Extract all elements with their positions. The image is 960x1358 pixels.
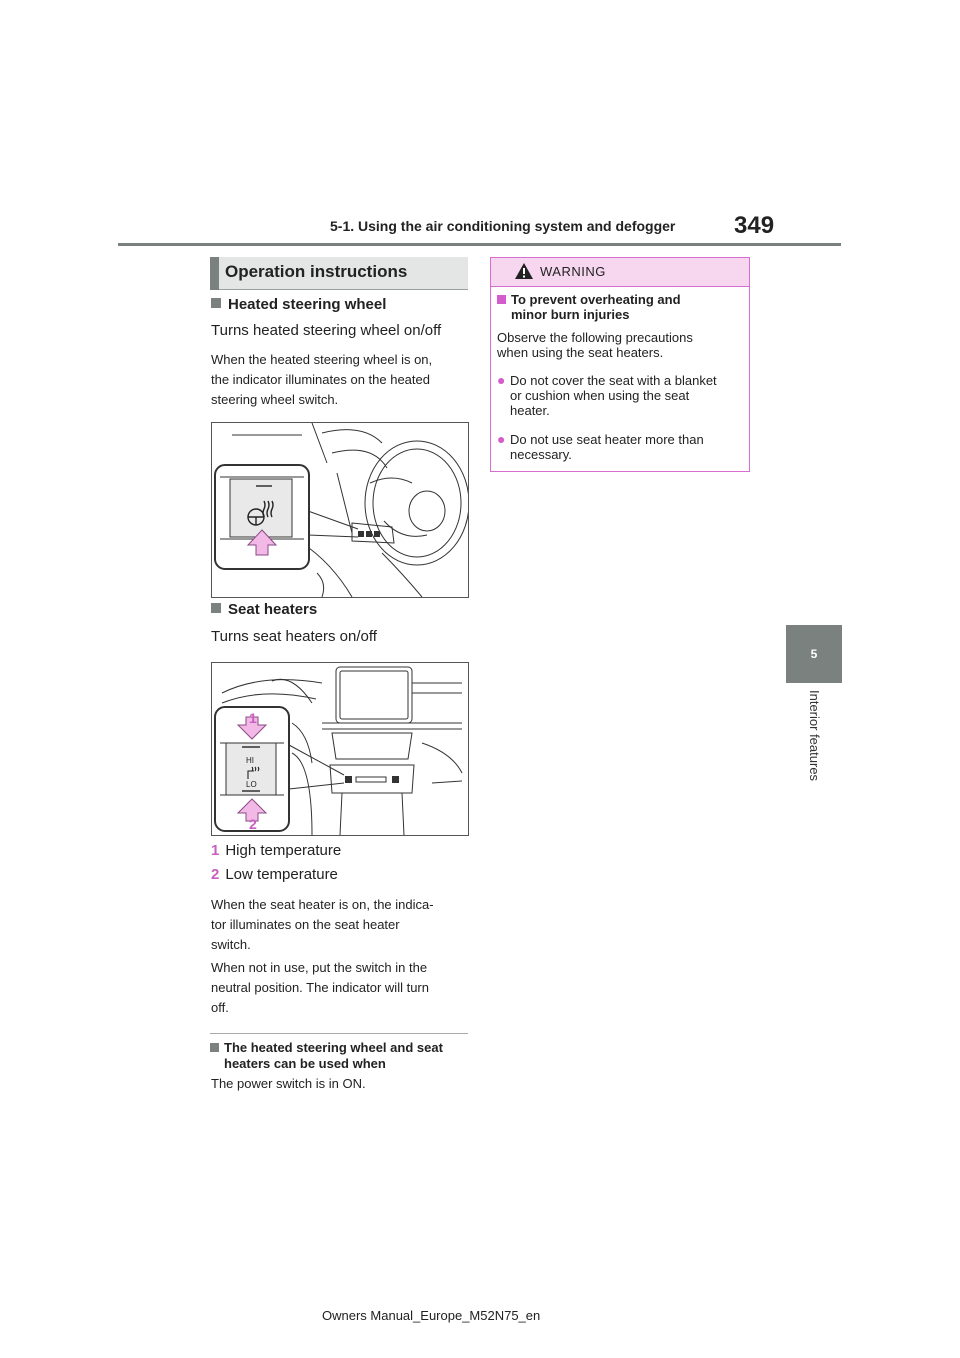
note-heading: The heated steering wheel and seat heaters can be used when (210, 1040, 468, 1072)
switch-hi-label: HI (246, 756, 254, 765)
bullet-dot-icon: ● (497, 431, 506, 447)
section-title: 5-1. Using the air conditioning system and defogger (330, 218, 676, 234)
seat-illustration (212, 663, 468, 835)
seat-description-2: When not in use, put the switch in the neutral position. The indicator will turn off. (211, 960, 429, 1015)
list-item: 1 High temperature (211, 842, 342, 859)
warning-intro: Observe the following precautions when using the seat heaters. (497, 330, 693, 360)
warning-triangle-icon (514, 262, 534, 280)
chapter-number: 5 (810, 647, 818, 661)
warning-heading: To prevent overheating and minor burn injuries (497, 292, 737, 322)
chapter-label-text: Interior features (807, 690, 822, 782)
steering-heading: Heated steering wheel (211, 296, 386, 313)
note-text: The power switch is in ON. (211, 1076, 366, 1091)
steering-action: Turns heated steering wheel on/off (211, 322, 442, 339)
note-rule (210, 1033, 468, 1034)
callout-2: 2 (249, 816, 257, 832)
seat-action: Turns seat heaters on/off (211, 628, 377, 645)
square-bullet-icon (211, 603, 221, 613)
steering-figure (211, 422, 469, 598)
bullet-dot-icon: ● (497, 372, 506, 388)
switch-lo-label: LO (246, 780, 257, 789)
operation-title: Operation instructions (225, 262, 408, 281)
warning-bullet: ● Do not cover the seat with a blanket or cushion when using the seat heater. (497, 372, 717, 418)
square-bullet-icon (497, 295, 506, 304)
chapter-tab (786, 625, 842, 683)
list-item: 2 Low temperature (211, 866, 338, 883)
page-number: 349 (734, 212, 775, 239)
steering-description: When the heated steering wheel is on, the indicator illuminates on the heated steering wheel switch. (211, 352, 433, 407)
operation-header-bar (210, 257, 219, 290)
callout-1: 1 (249, 710, 257, 726)
square-bullet-icon (211, 298, 221, 308)
warning-bullet: ● Do not use seat heater more than necessary. (497, 431, 704, 462)
seat-figure (211, 662, 469, 836)
steering-illustration (212, 423, 468, 597)
chapter-label (786, 690, 842, 810)
seat-heading: Seat heaters (211, 601, 317, 618)
footer-text: Owners Manual_Europe_M52N75_en (322, 1308, 541, 1323)
square-bullet-icon (210, 1043, 219, 1052)
header-rule (118, 243, 841, 246)
seat-description-1: When the seat heater is on, the indica- tor illuminates on the seat heater switch. (211, 897, 434, 952)
warning-title: WARNING (540, 264, 606, 279)
